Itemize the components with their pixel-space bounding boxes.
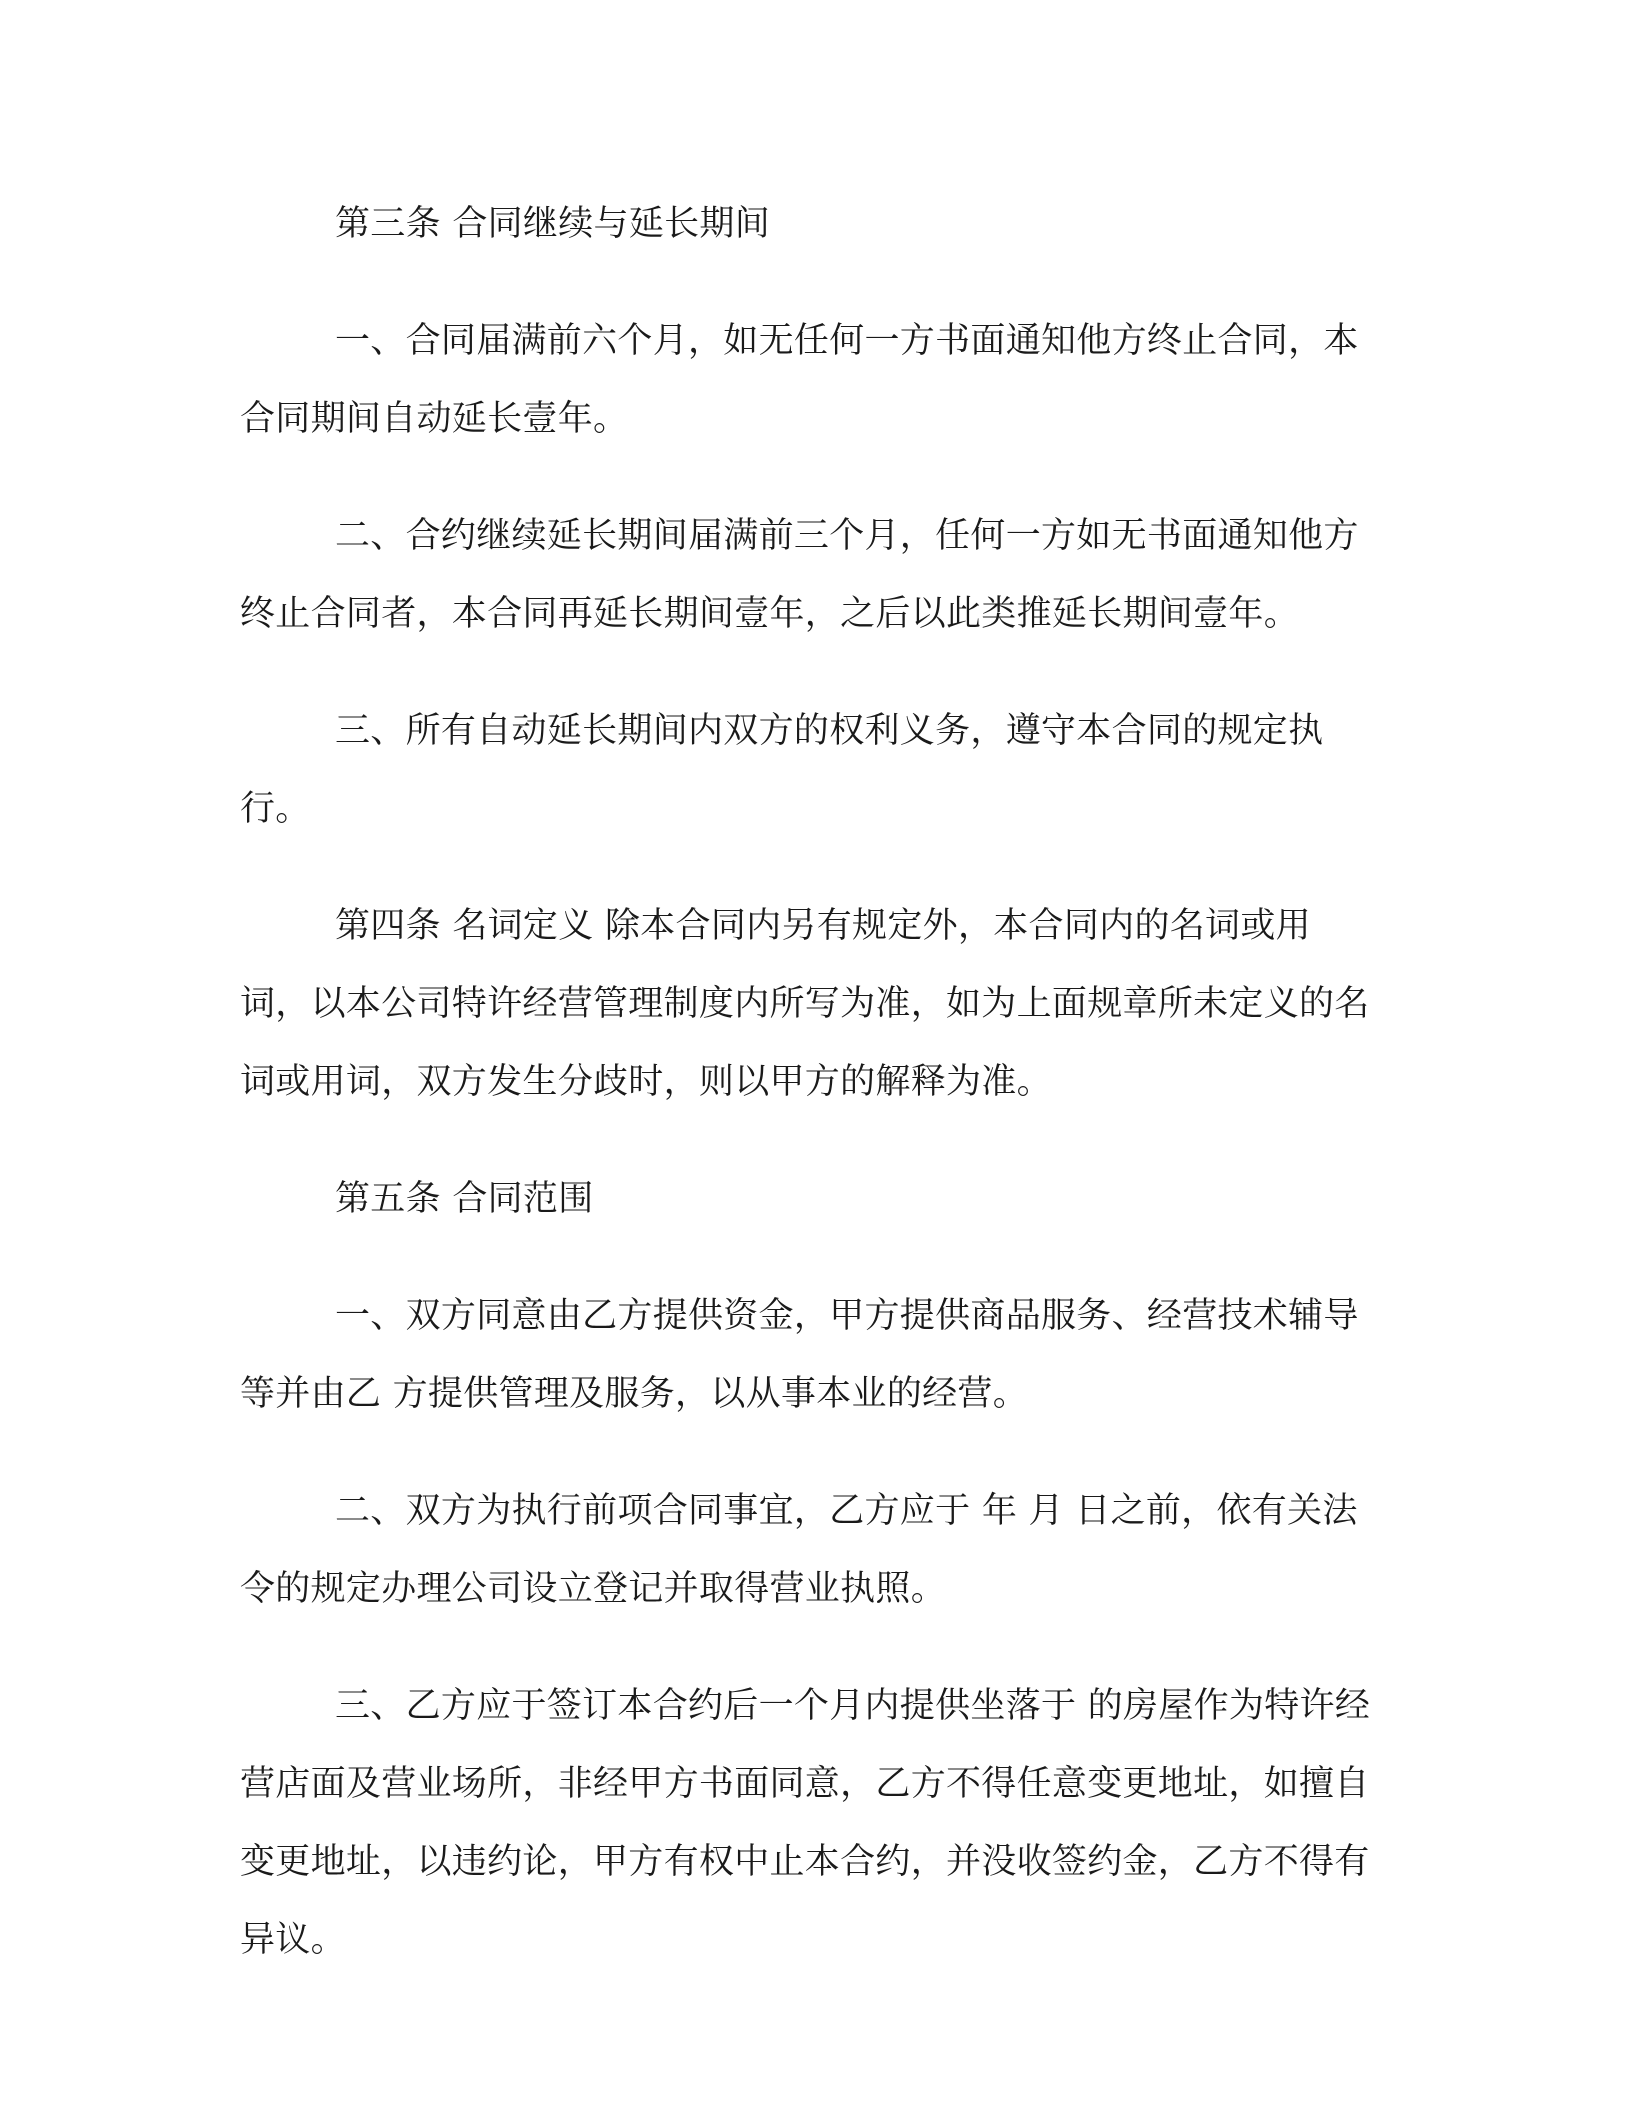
article-3-heading: 第三条 合同继续与延长期间	[335, 204, 771, 244]
article-5-clause-1: 一、双方同意由乙方提供资金，甲方提供商品服务、经营技术辅导等并由乙 方提供管理及服务，以从事本业的经营。	[240, 1296, 1359, 1414]
article-4-definitions: 第四条 名词定义 除本合同内另有规定外，本合同内的名词或用词，以本公司特许经营管理制度内所写为准，如为上面规章所未定义的名词或用词，双方发生分歧时，则以甲方的解释为准。	[240, 906, 1370, 1102]
article-5-clause-2: 二、双方为执行前项合同事宜，乙方应于 年 月 日之前，依有关法令的规定办理公司设立登记并取得营业执照。	[240, 1491, 1358, 1609]
article-5-heading: 第五条 合同范围	[335, 1179, 594, 1219]
article-5-clause-3: 三、乙方应于签订本合约后一个月内提供坐落于 的房屋作为特许经营店面及营业场所，非经甲方书面同意，乙方不得任意变更地址，如擅自变更地址，以违约论，甲方有权中止本合约，并没收签约金，乙方不得有异议。	[240, 1686, 1371, 1960]
article-3-clause-2: 二、合约继续延长期间届满前三个月，任何一方如无书面通知他方终止合同者，本合同再延长期间壹年，之后以此类推延长期间壹年。	[240, 516, 1359, 634]
article-3-clause-3: 三、所有自动延长期间内双方的权利义务，遵守本合同的规定执行。	[240, 711, 1324, 829]
article-3-clause-1: 一、合同届满前六个月，如无任何一方书面通知他方终止合同，本合同期间自动延长壹年。	[240, 321, 1359, 439]
